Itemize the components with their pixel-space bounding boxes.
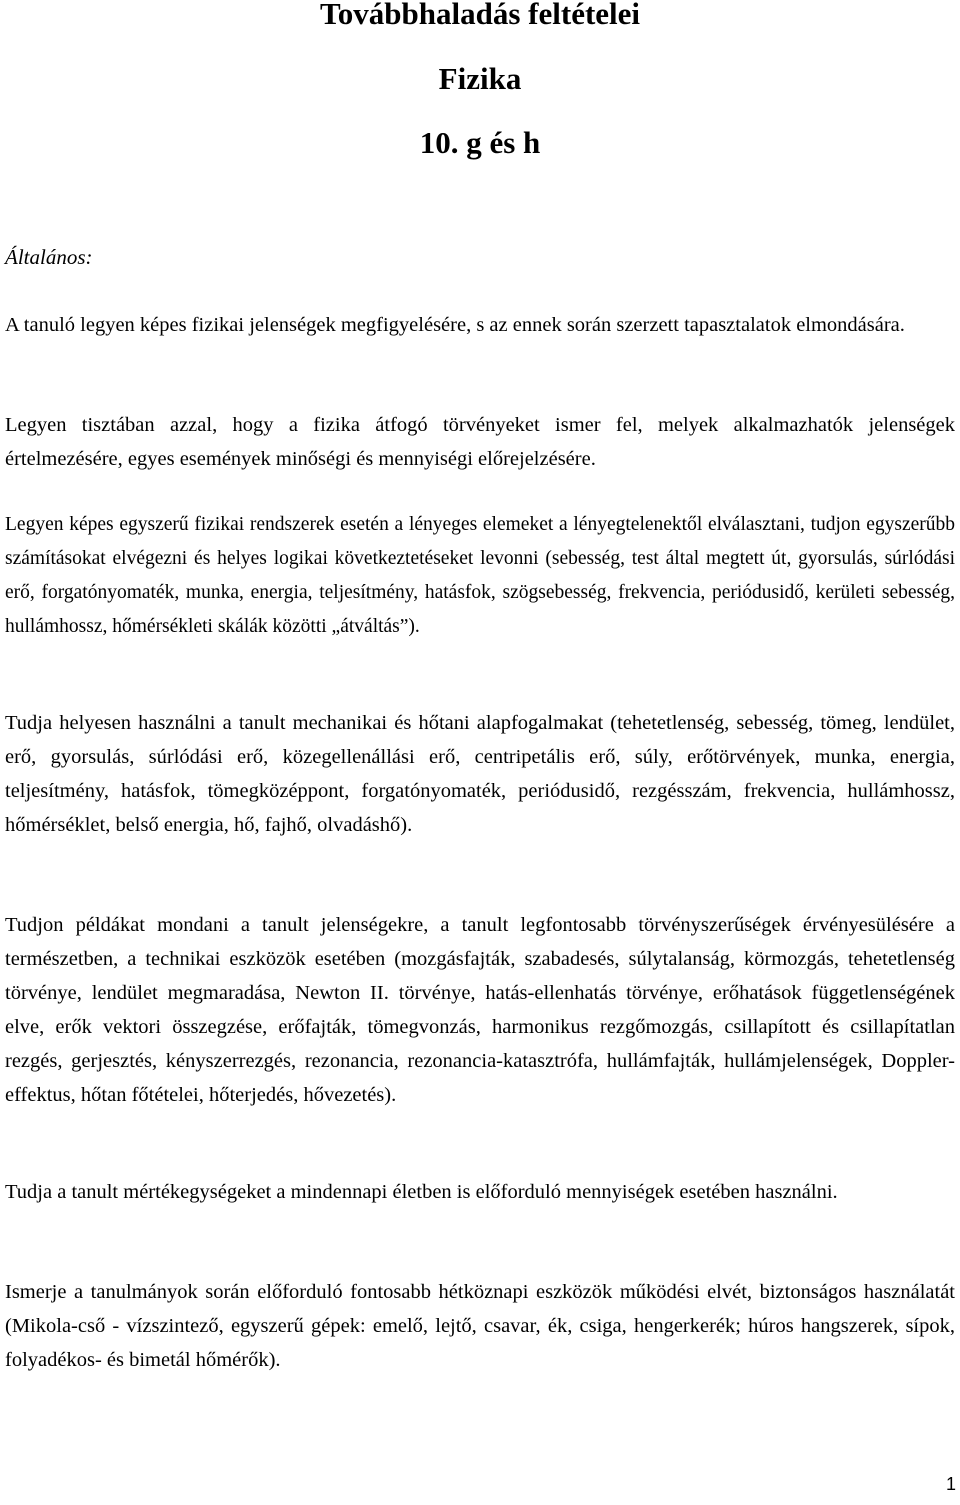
section-heading: Általános: — [5, 245, 93, 269]
paragraph: Legyen képes egyszerű fizikai rendszerek esetén a lényeges elemeket a lényegtelenektől elválasztani, tudjon egyszerűbb számításokat elvégezni és helyes logikai következtetéseket levonni (sebesség, test által megtett út, gyorsulás, súrlódási erő, forgatónyomaték, munka, energia, teljesítmény, hatásfok, szögsebesség, frekvencia, periódusidő, kerületi sebesség, hullámhossz, hőmérsékleti skálák közötti „átváltás”). — [5, 514, 955, 637]
subject-title: Fizika — [438, 61, 522, 96]
paragraph: Tudja a tanult mértékegységeket a mindennapi életben is előforduló mennyiségek esetében használni. — [5, 1181, 838, 1203]
document-title: Továbbhaladás feltételei — [319, 0, 641, 31]
page-number: 1 — [945, 1474, 956, 1494]
paragraph: Tudja helyesen használni a tanult mechanikai és hőtani alapfogalmakat (tehetetlenség, sebesség, tömeg, lendület, erő, gyorsulás, súrlódási erő, közegellenállási erő, centripetális erő, súly, erőtörvények, munka, energia, teljesítmény, hatásfok, tömegközéppont, forgatónyomaték, periódusidő, rezgésszám, frekvencia, hullámhossz, hőmérséklet, belső energia, hő, fajhő, olvadáshő). — [5, 712, 955, 836]
grade-title: 10. g és h — [419, 125, 541, 160]
paragraph: Legyen tisztában azzal, hogy a fizika átfogó törvényeket ismer fel, melyek alkalmazhatók jelenségek értelmezésére, egyes események minőségi és mennyiségi előrejelzésére. — [5, 414, 955, 470]
paragraph: Ismerje a tanulmányok során előforduló fontosabb hétköznapi eszközök működési elvét, biztonságos használatát (Mikola-cső - vízszintező, egyszerű gépek: emelő, lejtő, csavar, ék, csiga, hengerkerék; húros hangszerek, sípok, folyadékos- és bimetál hőmérők). — [5, 1281, 955, 1371]
paragraph: A tanuló legyen képes fizikai jelenségek megfigyelésére, s az ennek során szerzett tapasztalatok elmondására. — [5, 314, 905, 336]
paragraph: Tudjon példákat mondani a tanult jelenségekre, a tanult legfontosabb törvényszerűségek érvényesülésére a természetben, a technikai eszközök esetében (mozgásfajták, szabadesés, súlytalanság, körmozgás, tehetetlenség törvénye, lendület megmaradása, Newton II. törvénye, hatás-ellenhatás törvénye, erőhatások függetlenségének elve, erők vektori összegzése, erőfajták, tömegvonzás, harmonikus rezgőmozgás, csillapított és csillapítatlan rezgés, gerjesztés, kényszerrezgés, rezonancia, rezonancia-katasztrófa, hullámfajták, hullámjelenségek, Doppler-effektus, hőtan főtételei, hőterjedés, hővezetés). — [5, 914, 955, 1106]
